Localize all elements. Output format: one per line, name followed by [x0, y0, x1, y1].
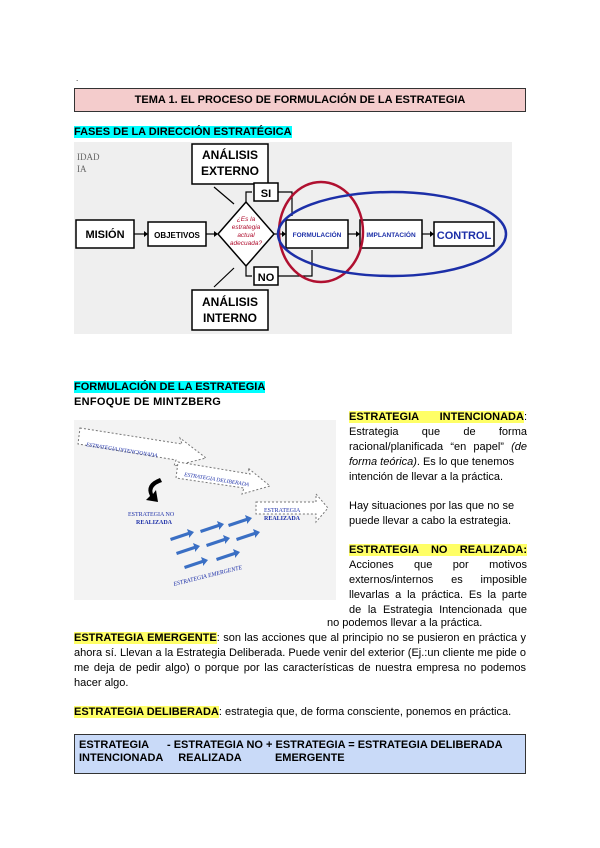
deliberada-text: : estrategia que, de forma consciente, ponemos en práctica. — [218, 706, 512, 718]
no-connector — [246, 266, 252, 276]
no-realizada-label: ESTRATEGIA NO REALIZADA: — [349, 544, 527, 556]
decision-text-4: adecuada? — [229, 240, 263, 247]
decision-text-1: ¿Es la — [236, 216, 256, 223]
no-realizada-label-2: REALIZADA — [136, 520, 173, 526]
no-realizada-line5: no podemos llevar a la práctica. — [327, 617, 483, 629]
emergente-label: ESTRATEGIA EMERGENTE — [173, 565, 243, 588]
phases-svg — [74, 142, 512, 334]
intencionada-paragraph — [349, 410, 527, 485]
decision-text-3: actual — [237, 232, 255, 239]
intencionada-line2: racional/planificada “en papel” — [349, 441, 504, 453]
mintzberg-svg — [74, 420, 336, 600]
si-label: SI — [260, 188, 272, 200]
section-subheading-mintzberg: ENFOQUE DE MINTZBERG — [74, 396, 222, 408]
no-realizada-line1: Acciones que por motivos — [349, 559, 527, 571]
emergent-arrow-6 — [236, 529, 260, 541]
emergent-arrow-7 — [184, 557, 208, 569]
intencionada-line1: Estrategia que de forma — [349, 426, 527, 438]
analisis-externo-line1: ANÁLISIS — [201, 148, 259, 162]
decision-text-2: estrategia — [231, 224, 261, 231]
emergent-arrow-5 — [206, 535, 230, 547]
emergent-arrow-4 — [176, 543, 200, 555]
section-heading-formulacion — [74, 381, 265, 393]
control-label: CONTROL — [436, 230, 492, 242]
formula-line1: ESTRATEGIA - ESTRATEGIA NO + ESTRATEGIA = ESTRATEGIA DELIBERADA — [79, 739, 503, 751]
no-realizada-line2: externos/internos es imposible — [349, 574, 527, 586]
no-label: NO — [257, 272, 275, 284]
page-title: TEMA 1. EL PROCESO DE FORMULACIÓN DE LA ESTRATEGIA — [74, 88, 526, 112]
intencionada-line3: . Es lo que tenemos — [416, 456, 515, 468]
no-realizada-line3: llevarlas a la práctica. Es la parte — [349, 589, 527, 601]
situaciones-paragraph — [349, 499, 527, 529]
intencionada-line2-italic: (de — [511, 441, 527, 453]
section-heading-fases-text: FASES DE LA DIRECCIÓN ESTRATÉGICA — [74, 126, 292, 138]
intencionada-line4: intención de llevar a la práctica. — [349, 471, 504, 483]
deliberada-arrow-label: ESTRATEGIA DELIBERADA — [183, 472, 250, 489]
no-realizada-line4: de la Estrategia Intencionada que — [349, 604, 527, 616]
objetivos-label: OBJETIVOS — [154, 231, 200, 240]
formula-line2: INTENCIONADA REALIZADA EMERGENTE — [79, 752, 345, 764]
intencionada-arrow-label: ESTRATEGIA INTENCIONADA — [85, 442, 158, 460]
mintzberg-diagram — [74, 420, 336, 600]
section-heading-formulacion-text: FORMULACIÓN DE LA ESTRATEGIA — [74, 381, 266, 393]
emergente-paragraph — [74, 631, 526, 691]
no-realizada-paragraph — [349, 543, 527, 618]
no-realizada-curved-arrow — [146, 478, 162, 502]
si-connector — [246, 192, 252, 202]
no-realizada-label-1: ESTRATEGIA NO — [128, 512, 175, 518]
emergente-text: : son las acciones que al principio no se pusieron en práctica y ahora sí. Llevan a la Estrategia Deliberada. Puede venir del exterior (Ej.:un cliente me pide o me deja de pedir algo) o porque por las características de nuestra empresa no podemos hacer algo. — [74, 632, 526, 689]
emergent-arrows — [170, 515, 260, 569]
emergent-arrow-1 — [170, 529, 194, 541]
intencionada-colon: : — [523, 411, 527, 423]
analisis-externo-line2: EXTERNO — [200, 164, 260, 178]
interno-arrow-line — [214, 268, 234, 287]
deliberada-paragraph — [74, 705, 526, 720]
emergent-arrow-3 — [228, 515, 252, 527]
emergente-label: ESTRATEGIA EMERGENTE — [74, 632, 217, 644]
formula-box — [74, 734, 526, 774]
analisis-interno-line2: INTERNO — [203, 311, 257, 325]
implantacion-label: IMPLANTACIÓN — [366, 232, 416, 239]
intencionada-label: ESTRATEGIA INTENCIONADA — [349, 411, 524, 423]
situaciones-line2: puede llevar a cabo la estrategia. — [349, 515, 512, 527]
emergent-arrow-8 — [216, 549, 240, 561]
emergent-arrow-2 — [200, 521, 224, 533]
analisis-interno-line1: ANÁLISIS — [201, 295, 259, 309]
situaciones-line1: Hay situaciones por las que no se — [349, 500, 515, 512]
formulacion-label: FORMULACIÓN — [292, 232, 342, 239]
section-heading-fases — [74, 126, 292, 138]
corner-text-top: IDAD — [77, 152, 100, 162]
realizada-label-1: ESTRATEGIA — [264, 508, 301, 514]
realizada-label-2: REALIZADA — [264, 516, 301, 522]
page-dot: . — [76, 74, 79, 83]
corner-text-bottom: IA — [77, 164, 87, 174]
intencionada-line3-italic: forma teórica) — [349, 456, 417, 468]
mision-label: MISIÓN — [85, 229, 125, 241]
externo-arrow-line — [214, 187, 234, 204]
deliberada-label: ESTRATEGIA DELIBERADA — [74, 706, 219, 718]
strategy-phases-diagram — [74, 142, 512, 334]
